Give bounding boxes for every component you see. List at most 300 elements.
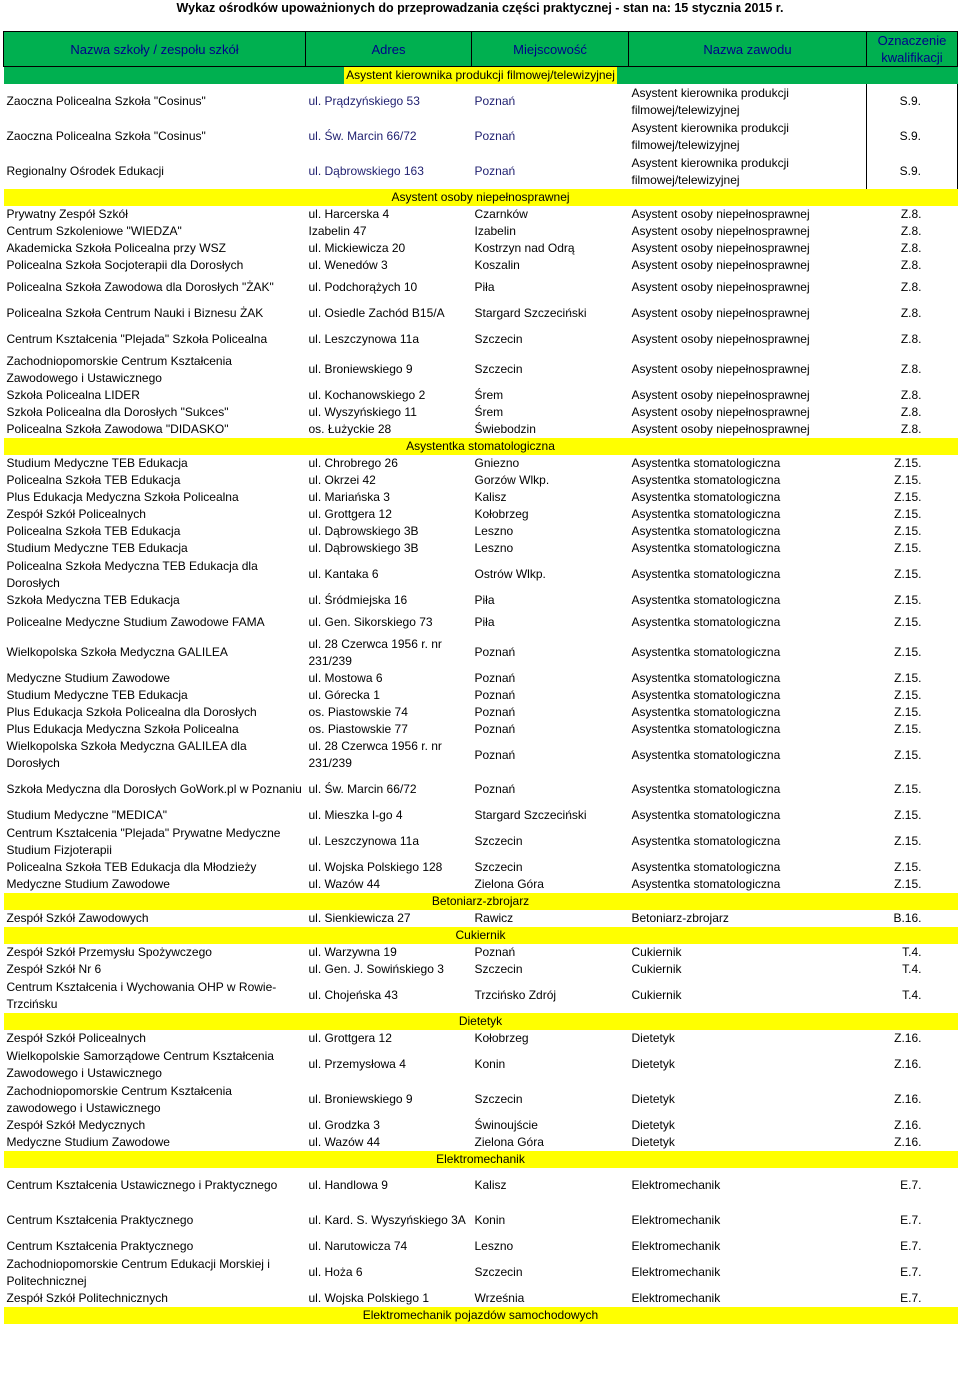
qualification-code: Z.15. <box>894 541 922 555</box>
school-name: Zespół Szkół Przemysłu Spożywczego <box>6 945 212 959</box>
table-row <box>4 635 958 670</box>
section-header <box>4 438 958 455</box>
qualification-code: Z.15. <box>894 567 922 581</box>
section-title: Cukiernik <box>455 928 506 942</box>
table-row <box>4 670 958 687</box>
address: ul. Wyszyńskiego 11 <box>308 405 417 419</box>
city: Kołobrzeg <box>474 507 529 521</box>
profession: Elektromechanik <box>631 1178 721 1192</box>
school-name: Studium Medyczne TEB Edukacja <box>6 688 188 702</box>
qualification-code: E.7. <box>900 1213 922 1227</box>
city: Szczecin <box>474 362 523 376</box>
city: Stargard Szczeciński <box>474 305 587 320</box>
address: ul. Dąbrowskiego 163 <box>308 164 424 178</box>
profession: Dietetyk <box>631 1031 675 1045</box>
address: ul. Harcerska 4 <box>308 207 390 221</box>
city: Poznań <box>474 945 516 959</box>
qualification-code: S.9. <box>867 119 958 154</box>
address: ul. Prądzyńskiego 53 <box>308 94 420 108</box>
table-row <box>4 472 958 489</box>
address: ul. Hoża 6 <box>308 1265 363 1279</box>
qualification-code: Z.15. <box>894 808 922 822</box>
address: ul. Leszczynowa 11a <box>308 331 420 346</box>
address: ul. Grodzka 3 <box>308 1118 380 1132</box>
table-row <box>4 961 958 978</box>
qualification-code: Z.15. <box>894 490 922 504</box>
city: Konin <box>474 1057 506 1071</box>
table-row <box>4 540 958 557</box>
school-name: Zachodniopomorskie Centrum Kształcenia zawodowego i Ustawicznego <box>6 1083 232 1115</box>
city: Gorzów Wlkp. <box>474 473 550 487</box>
address: ul. Wazów 44 <box>308 877 381 891</box>
profession: Elektromechanik <box>631 1213 721 1227</box>
school-name: Studium Medyczne TEB Edukacja <box>6 456 188 470</box>
table-row <box>4 704 958 721</box>
address: ul. 28 Czerwca 1956 r. nr 231/239 <box>308 636 442 668</box>
table-row <box>4 1030 958 1047</box>
table-row <box>4 1117 958 1134</box>
city: Konin <box>474 1213 506 1227</box>
table-row <box>4 772 958 807</box>
city: Poznań <box>474 705 516 719</box>
profession: Asystent kierownika produkcji filmowej/telewizyjnej <box>631 85 789 117</box>
profession: Asystentka stomatologiczna <box>631 688 781 702</box>
school-name: Policealna Szkoła Socjoterapii dla Dorosłych <box>6 258 244 272</box>
address: ul. Wojska Polskiego 128 <box>308 860 443 874</box>
qualification-code: Z.15. <box>894 860 922 874</box>
section-header <box>4 927 958 944</box>
qualification-code: Z.8. <box>900 207 922 221</box>
table-row <box>4 257 958 274</box>
profession: Asystentka stomatologiczna <box>631 834 781 848</box>
profession: Asystent osoby niepełnosprawnej <box>631 258 810 272</box>
city: Szczecin <box>474 1092 523 1106</box>
address: ul. Handlowa 9 <box>308 1178 388 1192</box>
qualification-code: T.4. <box>902 945 922 959</box>
profession: Asystent osoby niepełnosprawnej <box>631 422 810 436</box>
section-title: Elektromechanik <box>436 1152 525 1166</box>
section-header <box>4 1151 958 1168</box>
table-row <box>4 154 958 189</box>
section-header <box>4 67 958 85</box>
section-header <box>4 893 958 910</box>
city: Leszno <box>474 524 514 538</box>
school-name: Policealna Szkoła TEB Edukacja <box>6 524 181 538</box>
qualification-code: E.7. <box>900 1291 922 1305</box>
city: Gniezno <box>474 456 520 470</box>
profession: Asystentka stomatologiczna <box>631 507 781 521</box>
address: ul. Wazów 44 <box>308 1135 381 1149</box>
city: Izabelin <box>474 224 516 238</box>
profession: Asystentka stomatologiczna <box>631 671 781 685</box>
table-row <box>4 84 958 119</box>
city: Poznań <box>474 671 516 685</box>
city: Kalisz <box>474 1178 507 1192</box>
school-name: Plus Edukacja Szkoła Policealna dla Dorosłych <box>6 705 257 719</box>
profession: Asystent osoby niepełnosprawnej <box>631 362 810 376</box>
city: Poznań <box>474 747 516 762</box>
profession: Cukiernik <box>631 962 682 976</box>
qualification-code: Z.16. <box>894 1092 922 1106</box>
profession: Betoniarz-zbrojarz <box>631 911 729 925</box>
address: ul. Św. Marcin 66/72 <box>308 129 417 143</box>
profession: Elektromechanik <box>631 1265 721 1279</box>
school-name: Plus Edukacja Medyczna Szkoła Policealna <box>6 722 239 736</box>
city: Poznań <box>474 782 516 796</box>
city: Kalisz <box>474 490 507 504</box>
school-name: Zespół Szkół Policealnych <box>6 1031 146 1045</box>
school-name: Zachodniopomorskie Centrum Edukacji Morskiej i Politechnicznej <box>6 1256 270 1288</box>
header-profession: Nazwa zawodu <box>629 32 867 67</box>
qualification-code: Z.8. <box>900 279 922 294</box>
profession: Cukiernik <box>631 945 682 959</box>
header-address: Adres <box>306 32 472 67</box>
section-title: Asystent kierownika produkcji filmowej/telewizyjnej <box>346 68 615 82</box>
profession: Dietetyk <box>631 1135 675 1149</box>
header-row <box>4 32 958 67</box>
table-row <box>4 824 958 859</box>
profession: Asystent osoby niepełnosprawnej <box>631 241 810 255</box>
school-name: Policealna Szkoła TEB Edukacja <box>6 473 181 487</box>
city: Rawicz <box>474 911 514 925</box>
address: ul. Broniewskiego 9 <box>308 1092 413 1106</box>
city: Piła <box>474 614 495 629</box>
profession: Asystent osoby niepełnosprawnej <box>631 305 810 320</box>
qualification-code: Z.15. <box>894 671 922 685</box>
profession: Asystent kierownika produkcji filmowej/telewizyjnej <box>631 120 789 152</box>
school-name: Zaoczna Policealna Szkoła "Cosinus" <box>6 94 206 108</box>
address: ul. Grottgera 12 <box>308 1031 392 1045</box>
address: ul. Dąbrowskiego 3B <box>308 541 419 555</box>
schools-table <box>3 31 958 1324</box>
city: Poznań <box>474 645 516 659</box>
qualification-code: Z.15. <box>894 782 922 796</box>
qualification-code: T.4. <box>902 988 922 1002</box>
address: ul. Chojeńska 43 <box>308 988 398 1002</box>
qualification-code: Z.15. <box>894 834 922 848</box>
profession: Cukiernik <box>631 988 682 1002</box>
address: ul. Św. Marcin 66/72 <box>308 782 417 796</box>
profession: Asystentka stomatologiczna <box>631 782 781 796</box>
qualification-code: Z.15. <box>894 456 922 470</box>
profession: Dietetyk <box>631 1057 675 1071</box>
table-row <box>4 326 958 352</box>
profession: Asystent osoby niepełnosprawnej <box>631 207 810 221</box>
school-name: Zespół Szkół Medycznych <box>6 1118 146 1132</box>
address: Izabelin 47 <box>308 224 367 238</box>
school-name: Wielkopolska Szkoła Medyczna GALILEA dla Dorosłych <box>6 739 247 770</box>
header-school: Nazwa szkoły / zespołu szkół <box>4 32 306 67</box>
address: ul. Wojska Polskiego 1 <box>308 1291 430 1305</box>
profession: Elektromechanik <box>631 1291 721 1305</box>
school-name: Policealna Szkoła Zawodowa "DIDASKO" <box>6 422 229 436</box>
address: ul. Chrobrego 26 <box>308 456 398 470</box>
section-title: Asystent osoby niepełnosprawnej <box>391 190 570 204</box>
table-row <box>4 1238 958 1255</box>
table-row <box>4 240 958 257</box>
city: Września <box>474 1291 525 1305</box>
profession: Asystentka stomatologiczna <box>631 473 781 487</box>
section-title: Elektromechanik pojazdów samochodowych <box>362 1308 599 1322</box>
city: Piła <box>474 593 495 607</box>
qualification-code: E.7. <box>900 1265 922 1279</box>
qualification-code: E.7. <box>900 1239 922 1253</box>
qualification-code: Z.16. <box>894 1031 922 1045</box>
qualification-code: Z.15. <box>894 473 922 487</box>
profession: Asystentka stomatologiczna <box>631 490 781 504</box>
city: Śrem <box>474 388 504 402</box>
school-name: Zaoczna Policealna Szkoła "Cosinus" <box>6 129 206 143</box>
address: ul. Śródmiejska 16 <box>308 593 408 607</box>
address: ul. Wenedów 3 <box>308 258 388 272</box>
city: Szczecin <box>474 834 523 848</box>
table-row <box>4 506 958 523</box>
address: ul. Górecka 1 <box>308 688 380 702</box>
qualification-code: Z.8. <box>900 241 922 255</box>
school-name: Policealna Szkoła Centrum Nauki i Biznesu ŻAK <box>6 305 264 320</box>
school-name: Studium Medyczne "MEDICA" <box>6 808 168 822</box>
table-row <box>4 1134 958 1151</box>
school-name: Centrum Kształcenia Ustawicznego i Praktycznego <box>6 1178 278 1192</box>
address: ul. Osiedle Zachód B15/A <box>308 305 445 320</box>
section-header <box>4 189 958 206</box>
address: ul. 28 Czerwca 1956 r. nr 231/239 <box>308 739 442 770</box>
school-name: Medyczne Studium Zawodowe <box>6 1135 170 1149</box>
address: ul. Okrzei 42 <box>308 473 376 487</box>
city: Ostrów Wlkp. <box>474 567 546 581</box>
school-name: Centrum Szkoleniowe "WIEDZA" <box>6 224 182 238</box>
city: Poznań <box>474 94 516 108</box>
address: ul. Gen. Sikorskiego 73 <box>308 614 433 629</box>
qualification-code: Z.15. <box>894 877 922 891</box>
profession: Asystentka stomatologiczna <box>631 456 781 470</box>
qualification-code: Z.15. <box>894 507 922 521</box>
qualification-code: Z.15. <box>894 705 922 719</box>
school-name: Centrum Kształcenia i Wychowania OHP w Rowie-Trzcińsku <box>6 979 277 1011</box>
table-row <box>4 944 958 961</box>
profession: Asystentka stomatologiczna <box>631 808 781 822</box>
table-row <box>4 274 958 300</box>
profession: Asystent osoby niepełnosprawnej <box>631 388 810 402</box>
school-name: Policealna Szkoła Medyczna TEB Edukacja dla Dorosłych <box>6 558 258 590</box>
school-name: Centrum Kształcenia Praktycznego <box>6 1239 194 1253</box>
table-row <box>4 1047 958 1082</box>
page-title: Wykaz ośrodków upoważnionych do przeprowadzania części praktycznej - stan na: 15 stycznia 2015 r. <box>176 1 784 15</box>
school-name: Szkoła Policealna dla Dorosłych "Sukces" <box>6 405 229 419</box>
qualification-code: Z.15. <box>894 688 922 702</box>
address: ul. Mieszka I-go 4 <box>308 808 403 822</box>
profession: Asystentka stomatologiczna <box>631 524 781 538</box>
city: Leszno <box>474 1239 514 1253</box>
city: Kostrzyn nad Odrą <box>474 241 575 255</box>
school-name: Wielkopolska Szkoła Medyczna GALILEA <box>6 645 228 659</box>
table-row <box>4 1168 958 1203</box>
table-row <box>4 978 958 1013</box>
qualification-code: Z.8. <box>900 305 922 320</box>
qualification-code: Z.8. <box>900 388 922 402</box>
table-row <box>4 557 958 592</box>
school-name: Policealna Szkoła Zawodowa dla Dorosłych "ŻAK" <box>6 279 274 294</box>
qualification-code: Z.15. <box>894 524 922 538</box>
school-name: Centrum Kształcenia Praktycznego <box>6 1213 194 1227</box>
address: ul. Warzywna 19 <box>308 945 397 959</box>
school-name: Prywatny Zespół Szkół <box>6 207 128 221</box>
profession: Asystentka stomatologiczna <box>631 860 781 874</box>
table-row <box>4 404 958 421</box>
section-title: Betoniarz-zbrojarz <box>431 894 530 908</box>
address: os. Łużyckie 28 <box>308 422 392 436</box>
profession: Elektromechanik <box>631 1239 721 1253</box>
school-name: Policealna Szkoła TEB Edukacja dla Młodzieży <box>6 860 257 874</box>
city: Koszalin <box>474 258 520 272</box>
table-row <box>4 1290 958 1307</box>
table-row <box>4 721 958 738</box>
address: ul. Mariańska 3 <box>308 490 390 504</box>
school-name: Centrum Kształcenia "Plejada" Prywatne Medyczne Studium Fizjoterapii <box>6 825 281 857</box>
table-row <box>4 489 958 506</box>
table-row <box>4 910 958 927</box>
address: ul. Leszczynowa 11a <box>308 834 420 848</box>
address: ul. Kantaka 6 <box>308 567 379 581</box>
school-name: Regionalny Ośrodek Edukacji <box>6 164 164 178</box>
profession: Asystentka stomatologiczna <box>631 541 781 555</box>
city: Trzcińsko Zdrój <box>474 988 557 1002</box>
school-name: Studium Medyczne TEB Edukacja <box>6 541 188 555</box>
school-name: Szkoła Medyczna dla Dorosłych GoWork.pl w Poznaniu <box>6 782 302 796</box>
section-title: Dietetyk <box>458 1014 503 1028</box>
header-qualification: Oznaczenie kwalifikacji <box>867 32 958 67</box>
table-row <box>4 300 958 326</box>
qualification-code: Z.15. <box>894 645 922 659</box>
city: Zielona Góra <box>474 1135 544 1149</box>
qualification-code: Z.8. <box>900 422 922 436</box>
table-row <box>4 223 958 240</box>
profession: Dietetyk <box>631 1092 675 1106</box>
city: Świnoujście <box>474 1118 538 1132</box>
qualification-code: Z.8. <box>900 258 922 272</box>
table-row <box>4 1203 958 1238</box>
profession: Asystentka stomatologiczna <box>631 614 781 629</box>
table-row <box>4 1082 958 1117</box>
table-row <box>4 738 958 772</box>
qualification-code: Z.15. <box>894 614 922 629</box>
profession: Asystent osoby niepełnosprawnej <box>631 279 810 294</box>
qualification-code: Z.15. <box>894 747 922 762</box>
qualification-code: Z.8. <box>900 331 922 346</box>
city: Śrem <box>474 405 504 419</box>
school-name: Plus Edukacja Medyczna Szkoła Policealna <box>6 490 239 504</box>
address: ul. Kochanowskiego 2 <box>308 388 426 402</box>
address: ul. Kard. S. Wyszyńskiego 3A <box>308 1213 466 1227</box>
city: Szczecin <box>474 962 523 976</box>
city: Leszno <box>474 541 514 555</box>
school-name: Zachodniopomorskie Centrum Kształcenia Zawodowego i Ustawicznego <box>6 353 232 385</box>
profession: Asystentka stomatologiczna <box>631 877 781 891</box>
address: ul. Sienkiewicza 27 <box>308 911 411 925</box>
school-name: Medyczne Studium Zawodowe <box>6 671 170 685</box>
section-header <box>4 1307 958 1324</box>
profession: Asystentka stomatologiczna <box>631 567 781 581</box>
qualification-code: Z.16. <box>894 1118 922 1132</box>
address: os. Piastowskie 74 <box>308 705 408 719</box>
qualification-code: E.7. <box>900 1178 922 1192</box>
city: Poznań <box>474 722 516 736</box>
profession: Asystent osoby niepełnosprawnej <box>631 224 810 238</box>
address: ul. Przemysłowa 4 <box>308 1057 406 1071</box>
qualification-code: S.9. <box>867 84 958 119</box>
school-name: Medyczne Studium Zawodowe <box>6 877 170 891</box>
city: Stargard Szczeciński <box>474 808 587 822</box>
table-row <box>4 352 958 387</box>
profession: Asystent kierownika produkcji filmowej/telewizyjnej <box>631 155 789 187</box>
school-name: Zespół Szkół Zawodowych <box>6 911 149 925</box>
profession: Asystentka stomatologiczna <box>631 705 781 719</box>
address: ul. Gen. J. Sowińskiego 3 <box>308 962 444 976</box>
profession: Asystentka stomatologiczna <box>631 747 781 762</box>
school-name: Zespół Szkół Nr 6 <box>6 962 102 976</box>
qualification-code: Z.15. <box>894 722 922 736</box>
city: Piła <box>474 279 495 294</box>
city: Zielona Góra <box>474 877 544 891</box>
city: Szczecin <box>474 331 523 346</box>
table-row <box>4 859 958 876</box>
address: ul. Podchorążych 10 <box>308 279 418 294</box>
city: Świebodzin <box>474 422 536 436</box>
table-row <box>4 592 958 609</box>
table-row <box>4 421 958 438</box>
qualification-code: Z.8. <box>900 224 922 238</box>
school-name: Policealne Medyczne Studium Zawodowe FAMA <box>6 614 265 629</box>
qualification-code: Z.8. <box>900 405 922 419</box>
profession: Asystentka stomatologiczna <box>631 645 781 659</box>
profession: Asystentka stomatologiczna <box>631 593 781 607</box>
qualification-code: Z.16. <box>894 1057 922 1071</box>
profession: Asystentka stomatologiczna <box>631 722 781 736</box>
address: ul. Broniewskiego 9 <box>308 362 413 376</box>
qualification-code: B.16. <box>893 911 922 925</box>
profession: Asystent osoby niepełnosprawnej <box>631 405 810 419</box>
address: os. Piastowskie 77 <box>308 722 408 736</box>
table-row <box>4 807 958 824</box>
table-row <box>4 119 958 154</box>
header-city: Miejscowość <box>472 32 629 67</box>
city: Poznań <box>474 164 516 178</box>
address: ul. Dąbrowskiego 3B <box>308 524 419 538</box>
table-row <box>4 1255 958 1290</box>
school-name: Zespół Szkół Policealnych <box>6 507 146 521</box>
city: Szczecin <box>474 1265 523 1279</box>
profession: Dietetyk <box>631 1118 675 1132</box>
table-row <box>4 687 958 704</box>
city: Kołobrzeg <box>474 1031 529 1045</box>
section-title: Asystentka stomatologiczna <box>406 439 555 453</box>
section-header <box>4 1013 958 1030</box>
qualification-code: Z.16. <box>894 1135 922 1149</box>
school-name: Szkoła Policealna LIDER <box>6 388 140 402</box>
city: Poznań <box>474 129 516 143</box>
city: Poznań <box>474 688 516 702</box>
table-row <box>4 206 958 223</box>
table-row <box>4 455 958 472</box>
school-name: Szkoła Medyczna TEB Edukacja <box>6 593 180 607</box>
school-name: Wielkopolskie Samorządowe Centrum Kształcenia Zawodowego i Ustawicznego <box>6 1048 274 1080</box>
address: ul. Mostowa 6 <box>308 671 383 685</box>
table-row <box>4 523 958 540</box>
address: ul. Mickiewicza 20 <box>308 241 406 255</box>
profession: Asystent osoby niepełnosprawnej <box>631 331 810 346</box>
table-body <box>4 67 958 1325</box>
school-name: Centrum Kształcenia "Plejada" Szkoła Policealna <box>6 331 268 346</box>
